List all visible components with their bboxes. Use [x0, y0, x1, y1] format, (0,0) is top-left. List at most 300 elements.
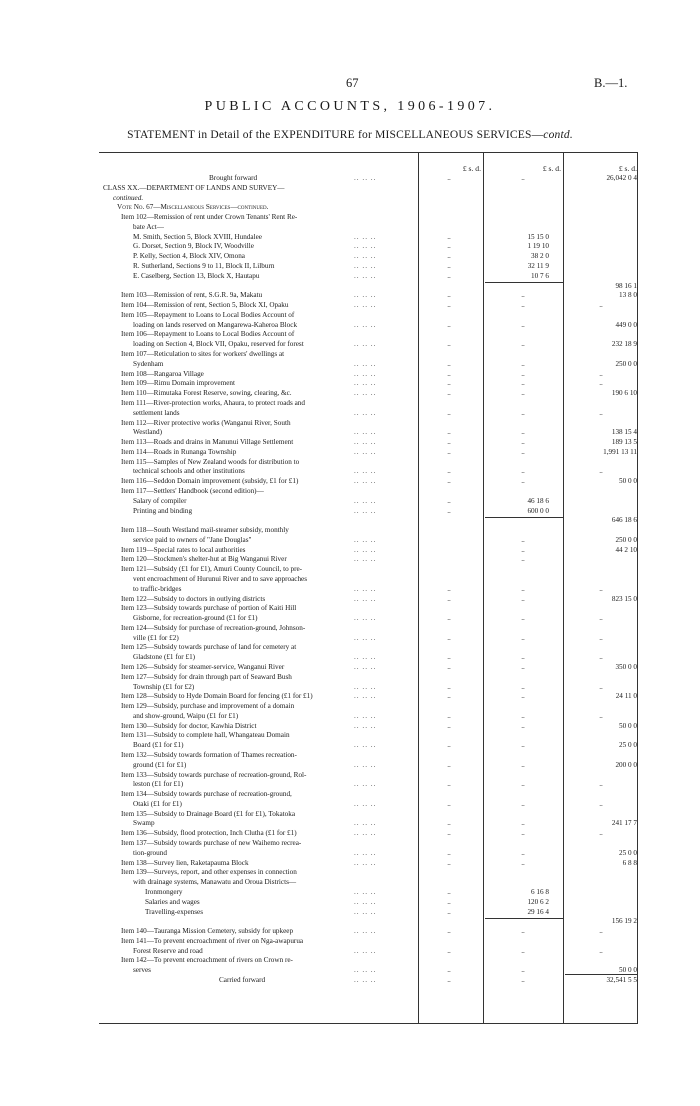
leader-dots: .. .. ..	[354, 780, 377, 789]
table-row	[99, 751, 638, 760]
c3-amount: 189 13 5	[611, 438, 637, 447]
c1-dots: ..	[447, 848, 451, 857]
c2-dots: ..	[521, 692, 525, 701]
row-description: Gisborne, for recreation-ground (£1 for £1)	[133, 614, 258, 623]
c1-dots: ..	[447, 291, 451, 300]
c1-dots: ..	[447, 829, 451, 838]
c2-dots: ..	[521, 799, 525, 808]
c3-dots: ..	[599, 829, 603, 838]
table-row	[99, 702, 638, 711]
c3-amount: 50 0 0	[619, 721, 637, 730]
c1-dots: ..	[447, 897, 451, 906]
table-row	[99, 419, 638, 428]
c3-dots: ..	[599, 927, 603, 936]
table-row	[99, 624, 638, 633]
row-description: Item 122—Subsidy to doctors in outlying districts	[121, 594, 266, 603]
row-description: Item 131—Subsidy to complete hall, Whangateau Domain	[121, 731, 290, 740]
c2-dots: ..	[521, 301, 525, 310]
c1-dots: ..	[447, 907, 451, 916]
row-description: Salary of compiler	[133, 496, 187, 505]
c1-dots: ..	[447, 262, 451, 271]
c3-amount: 26,042 0 4	[606, 174, 637, 182]
row-description: Carried forward	[219, 975, 266, 984]
leader-dots: .. .. ..	[354, 252, 377, 261]
table-row	[99, 712, 638, 721]
row-description: Item 127—Subsidy for drain through part of Seaward Bush	[121, 672, 292, 681]
row-description: Item 132—Subsidy towards formation of Thames recreation-	[121, 751, 297, 760]
table-row	[99, 976, 638, 985]
leader-dots: .. .. ..	[354, 271, 377, 280]
c1-dots: ..	[447, 682, 451, 691]
table-row	[99, 438, 638, 447]
row-description: with drainage systems, Manawatu and Oroua Districts—	[133, 878, 297, 887]
c1-dots: ..	[447, 858, 451, 867]
c1-dots: ..	[447, 379, 451, 388]
row-description: settlement lands	[133, 408, 180, 417]
leader-dots: .. .. ..	[354, 438, 377, 447]
c1-dots: ..	[447, 975, 451, 984]
table-row	[99, 555, 638, 564]
leader-dots: .. .. ..	[354, 535, 377, 544]
c1-dots: ..	[447, 320, 451, 329]
c2-dots: ..	[521, 428, 525, 437]
c3-dots: ..	[599, 379, 603, 388]
leader-dots: .. .. ..	[354, 379, 377, 388]
table-row	[99, 947, 638, 956]
row-description: Item 124—Subsidy for purchase of recreation-ground, Johnson-	[121, 623, 306, 632]
c3-dots: ..	[599, 467, 603, 476]
row-description: vent encroachment of Hurunui River and to save approaches	[133, 574, 308, 583]
column-header-3: £ s. d.	[618, 164, 637, 173]
table-row	[99, 360, 638, 369]
row-description: Item 123—Subsidy towards purchase of portion of Kaiti Hill	[121, 604, 297, 613]
c2-dots: ..	[521, 359, 525, 368]
c2-dots: ..	[521, 447, 525, 456]
table-row	[99, 350, 638, 359]
c2-dots: ..	[521, 927, 525, 936]
c1-dots: ..	[447, 946, 451, 955]
table-row	[99, 859, 638, 868]
c1-dots: ..	[447, 301, 451, 310]
row-description: and show-ground, Waipu (£1 for £1)	[133, 711, 239, 720]
c2-dots: ..	[521, 467, 525, 476]
c2-dots: ..	[521, 663, 525, 671]
table-row	[99, 819, 638, 828]
leader-dots: .. .. ..	[354, 711, 377, 720]
c1-dots: ..	[447, 369, 451, 378]
table-row	[99, 487, 638, 496]
table-row	[99, 888, 638, 897]
table-row	[99, 937, 638, 946]
row-description: Item 111—River-protection works, Ahaura, to protect roads and	[121, 398, 305, 407]
row-description: Item 121—Subsidy (£1 for £1), Amuri County Council, to pre-	[121, 565, 303, 574]
row-description: Item 110—Rimutaka Forest Reserve, sowing, clearing, &c.	[121, 389, 292, 398]
c3-dots: ..	[599, 614, 603, 623]
row-description: Item 112—River protective works (Wanganui River, South	[121, 418, 291, 427]
table-row	[99, 174, 638, 183]
c3-amount: 823 15 0	[611, 594, 637, 603]
c3-amount: 13 8 0	[619, 291, 637, 300]
c3-amount: 200 0 0	[615, 760, 637, 769]
table-row	[99, 282, 638, 291]
c3-amount: 6 8 8	[622, 858, 637, 867]
leader-dots: .. .. ..	[354, 340, 377, 349]
c3-amount: 190 6 10	[611, 389, 637, 398]
row-description: Item 105—Repayment to Loans to Local Bodies Account of	[121, 310, 295, 319]
leader-dots: .. .. ..	[354, 858, 377, 867]
row-description: continued.	[113, 193, 144, 202]
c2-dots: ..	[521, 438, 525, 447]
row-description: Sydenham	[133, 359, 164, 368]
leader-dots: .. .. ..	[354, 428, 377, 437]
row-description: Salaries and wages	[145, 897, 200, 906]
c1-dots: ..	[447, 594, 451, 603]
c3-amount: 98 16 1	[615, 281, 637, 290]
c1-dots: ..	[447, 741, 451, 750]
c2-dots: ..	[521, 975, 525, 984]
c1-dots: ..	[447, 780, 451, 789]
table-row	[99, 683, 638, 692]
row-description: Item 142—To prevent encroachment of rivers on Crown re-	[121, 956, 293, 965]
c2-dots: ..	[521, 682, 525, 691]
leader-dots: .. .. ..	[354, 291, 377, 300]
table-row	[99, 252, 638, 261]
leader-dots: .. .. ..	[354, 907, 377, 916]
row-description: Item 113—Roads and drains in Manunui Village Settlement	[121, 438, 294, 447]
c2-dots: ..	[521, 858, 525, 867]
table-row	[99, 458, 638, 467]
c2-dots: ..	[521, 535, 525, 544]
c3-amount: 50 0 0	[619, 966, 637, 975]
c2-amount: 15 15 0	[527, 232, 549, 241]
c1-dots: ..	[447, 799, 451, 808]
column-header-1: £ s. d.	[462, 164, 481, 173]
table-row	[99, 467, 638, 476]
c2-dots: ..	[521, 780, 525, 789]
table-row	[99, 409, 638, 418]
leader-dots: .. .. ..	[354, 477, 377, 486]
table-row	[99, 722, 638, 731]
c1-dots: ..	[447, 389, 451, 398]
row-description: Item 117—Settlers' Handbook (second edition)—	[121, 486, 264, 495]
row-description: loading on lands reserved on Mangarewa-Kaheroa Block	[133, 320, 298, 329]
row-description: Brought forward	[209, 174, 258, 182]
table-row	[99, 839, 638, 848]
row-description: G. Dorset, Section 9, Block IV, Woodville	[133, 242, 254, 251]
table-row	[99, 595, 638, 604]
row-description: Item 120—Stockmen's shelter-hut at Big Wanganui River	[121, 555, 287, 564]
c1-dots: ..	[447, 711, 451, 720]
leader-dots: .. .. ..	[354, 232, 377, 241]
table-row	[99, 643, 638, 652]
leader-dots: .. .. ..	[354, 555, 377, 564]
c1-dots: ..	[447, 252, 451, 261]
leader-dots: .. .. ..	[354, 897, 377, 906]
document-reference: B.—1.	[594, 76, 628, 90]
row-description: Item 119—Special rates to local authorities	[121, 545, 246, 554]
c3-dots: ..	[599, 653, 603, 662]
table-row	[99, 546, 638, 555]
c2-dots: ..	[521, 379, 525, 388]
subtitle-contd: contd.	[543, 129, 573, 141]
c2-amount: 1 19 10	[527, 242, 549, 251]
c1-dots: ..	[447, 927, 451, 936]
c1-dots: ..	[447, 966, 451, 975]
c3-dots: ..	[599, 584, 603, 593]
table-row	[99, 262, 638, 271]
leader-dots: .. .. ..	[354, 242, 377, 251]
leader-dots: .. .. ..	[354, 506, 377, 515]
row-description: to traffic-bridges	[133, 584, 182, 593]
c2-dots: ..	[521, 369, 525, 378]
leader-dots: .. .. ..	[354, 545, 377, 554]
row-description: Item 126—Subsidy for steamer-service, Wanganui River	[121, 663, 285, 671]
row-description: tion-ground	[133, 848, 167, 857]
table-row	[99, 614, 638, 623]
c2-dots: ..	[521, 653, 525, 662]
row-description: Item 138—Survey lien, Raketapauma Block	[121, 858, 249, 867]
c1-dots: ..	[447, 428, 451, 437]
leader-dots: .. .. ..	[354, 799, 377, 808]
leader-dots: .. .. ..	[354, 614, 377, 623]
accounts-table	[99, 152, 638, 1024]
c2-amount: 32 11 9	[527, 262, 549, 271]
leader-dots: .. .. ..	[354, 633, 377, 642]
row-description: Item 125—Subsidy towards purchase of land for cemetery at	[121, 643, 297, 652]
page-title: PUBLIC ACCOUNTS, 1906-1907.	[204, 99, 496, 114]
c2-amount: 6 16 8	[531, 887, 549, 896]
row-description: bate Act—	[133, 222, 164, 231]
table-top-rule	[99, 152, 638, 153]
c2-dots: ..	[521, 829, 525, 838]
table-row	[99, 927, 638, 936]
row-description: Item 140—Tauranga Mission Cemetery, subsidy for upkeep	[121, 927, 294, 936]
table-bottom-rule	[99, 1023, 638, 1024]
row-description: Item 104—Remission of rent, Section 5, Block XI, Opaku	[121, 301, 289, 310]
c3-dots: ..	[599, 946, 603, 955]
leader-dots: .. .. ..	[354, 682, 377, 691]
table-row	[99, 908, 638, 917]
row-description: CLASS XX.—DEPARTMENT OF LANDS AND SURVEY—	[103, 183, 285, 192]
c3-amount: 24 11 0	[615, 692, 637, 701]
table-row	[99, 536, 638, 545]
table-row	[99, 800, 638, 809]
leader-dots: .. .. ..	[354, 829, 377, 838]
leader-dots: .. .. ..	[354, 721, 377, 730]
leader-dots: .. .. ..	[354, 848, 377, 857]
table-row	[99, 673, 638, 682]
page-number: 67	[346, 76, 359, 90]
table-row	[99, 849, 638, 858]
row-description: Gladstone (£1 for £1)	[133, 653, 196, 662]
leader-dots: .. .. ..	[354, 262, 377, 271]
c1-dots: ..	[447, 242, 451, 251]
c1-dots: ..	[447, 721, 451, 730]
table-row	[99, 790, 638, 799]
row-description: R. Sutherland, Sections 9 to 11, Block II, Lilburn	[133, 262, 275, 271]
c1-dots: ..	[447, 359, 451, 368]
row-description: serves	[133, 966, 151, 975]
leader-dots: .. .. ..	[354, 966, 377, 975]
leader-dots: .. .. ..	[354, 174, 377, 182]
row-description: Item 107—Reticulation to sites for workers' dwellings at	[121, 350, 285, 359]
table-row	[99, 507, 638, 516]
leader-dots: .. .. ..	[354, 975, 377, 984]
row-description: ville (£1 for £2)	[133, 633, 179, 642]
c3-amount: 50 0 0	[619, 477, 637, 486]
row-description: leston (£1 for £1)	[133, 780, 184, 789]
leader-dots: .. .. ..	[354, 653, 377, 662]
c3-dots: ..	[599, 633, 603, 642]
c1-dots: ..	[447, 438, 451, 447]
row-description: Item 139—Surveys, report, and other expenses in connection	[121, 868, 297, 877]
row-description: Item 114—Roads in Runanga Township	[121, 447, 237, 456]
c2-dots: ..	[521, 614, 525, 623]
c1-dots: ..	[447, 653, 451, 662]
c3-dots: ..	[599, 711, 603, 720]
c2-amount: 38 2 0	[531, 252, 549, 261]
c2-dots: ..	[521, 584, 525, 593]
leader-dots: .. .. ..	[354, 447, 377, 456]
table-row	[99, 291, 638, 300]
row-description: Item 135—Subsidy to Drainage Board (£1 for £1), Tokatoka	[121, 809, 296, 818]
table-row	[99, 233, 638, 242]
row-description: Item 128—Subsidy to Hyde Domain Board for fencing (£1 for £1)	[121, 692, 313, 701]
c2-dots: ..	[521, 340, 525, 349]
total-rule	[565, 974, 637, 975]
leader-dots: .. .. ..	[354, 741, 377, 750]
table-row	[99, 771, 638, 780]
table-row	[99, 780, 638, 789]
c2-dots: ..	[521, 721, 525, 730]
row-description: Forest Reserve and road	[133, 946, 203, 955]
c1-dots: ..	[447, 408, 451, 417]
c3-amount: 232 18 9	[611, 340, 637, 349]
table-row	[99, 917, 638, 926]
c2-dots: ..	[521, 594, 525, 603]
leader-dots: .. .. ..	[354, 663, 377, 671]
table-row	[99, 868, 638, 877]
leader-dots: .. .. ..	[354, 369, 377, 378]
c1-dots: ..	[447, 477, 451, 486]
c3-amount: 138 15 4	[611, 428, 637, 437]
c2-dots: ..	[521, 946, 525, 955]
table-row	[99, 213, 638, 222]
row-description: Otaki (£1 for £1)	[133, 799, 182, 808]
c3-dots: ..	[599, 369, 603, 378]
row-description: Item 109—Rimu Domain improvement	[121, 379, 235, 388]
table-row	[99, 448, 638, 457]
table-row	[99, 731, 638, 740]
c2-dots: ..	[521, 477, 525, 486]
c1-dots: ..	[447, 692, 451, 701]
row-description: M. Smith, Section 5, Block XVIII, Hundalee	[133, 232, 262, 241]
table-row	[99, 223, 638, 232]
table-row	[99, 340, 638, 349]
table-row	[99, 389, 638, 398]
row-description: Item 133—Subsidy towards purchase of recreation-ground, Rol-	[121, 770, 307, 779]
c2-dots: ..	[521, 741, 525, 750]
c1-dots: ..	[447, 447, 451, 456]
row-description: Item 108—Rangaroa Village	[121, 369, 204, 378]
c2-dots: ..	[521, 320, 525, 329]
row-description: Westland)	[133, 428, 162, 437]
table-row	[99, 956, 638, 965]
row-description: Item 141—To prevent encroachment of river on Nga-awapurua	[121, 936, 304, 945]
leader-dots: .. .. ..	[354, 594, 377, 603]
table-row	[99, 330, 638, 339]
c2-amount: 10 7 6	[531, 271, 549, 280]
leader-dots: .. .. ..	[354, 819, 377, 828]
leader-dots: .. .. ..	[354, 389, 377, 398]
leader-dots: .. .. ..	[354, 301, 377, 310]
c1-dots: ..	[447, 663, 451, 671]
table-row	[99, 810, 638, 819]
c1-dots: ..	[447, 496, 451, 505]
leader-dots: .. .. ..	[354, 927, 377, 936]
row-description: Item 137—Subsidy towards purchase of new Waihemo recrea-	[121, 839, 302, 848]
c2-dots: ..	[521, 408, 525, 417]
table-row	[99, 242, 638, 251]
c3-amount: 25 0 0	[619, 848, 637, 857]
row-description: Item 116—Seddon Domain improvement (subsidy, £1 for £1)	[121, 477, 299, 486]
c3-amount: 646 18 6	[611, 516, 637, 525]
table-row	[99, 878, 638, 887]
table-row	[99, 663, 638, 672]
c1-dots: ..	[447, 467, 451, 476]
row-description: Travelling-expenses	[145, 907, 204, 916]
c3-dots: ..	[599, 780, 603, 789]
table-row	[99, 741, 638, 750]
c2-dots: ..	[521, 291, 525, 300]
c1-dots: ..	[447, 614, 451, 623]
table-row	[99, 272, 638, 281]
c1-dots: ..	[447, 174, 451, 182]
c2-dots: ..	[521, 545, 525, 554]
row-description: Township (£1 for £2)	[133, 682, 195, 691]
c3-dots: ..	[599, 682, 603, 691]
row-description: Item 134—Subsidy towards purchase of recreation-ground,	[121, 790, 292, 799]
leader-dots: .. .. ..	[354, 946, 377, 955]
table-row	[99, 203, 638, 212]
c1-dots: ..	[447, 340, 451, 349]
leader-dots: .. .. ..	[354, 887, 377, 896]
c2-amount: 600 0 0	[527, 506, 549, 515]
c3-amount: 250 0 0	[615, 535, 637, 544]
row-description: service paid to owners of "Jane Douglas"	[133, 535, 252, 544]
table-row	[99, 604, 638, 613]
c2-dots: ..	[521, 819, 525, 828]
c2-dots: ..	[521, 174, 525, 182]
c1-dots: ..	[447, 760, 451, 769]
table-row	[99, 634, 638, 643]
c2-dots: ..	[521, 389, 525, 398]
leader-dots: .. .. ..	[354, 467, 377, 476]
c3-amount: 32,541 5 5	[606, 975, 637, 984]
c2-dots: ..	[521, 555, 525, 564]
c1-dots: ..	[447, 633, 451, 642]
table-row	[99, 379, 638, 388]
table-row	[99, 829, 638, 838]
row-description: P. Kelly, Section 4, Block XIV, Omona	[133, 252, 245, 261]
row-description: Item 130—Subsidy for doctor, Kawhia District	[121, 721, 257, 730]
c2-dots: ..	[521, 848, 525, 857]
c3-amount: 1,991 13 11	[603, 447, 637, 456]
c1-dots: ..	[447, 232, 451, 241]
table-row	[99, 565, 638, 574]
subtitle-main: STATEMENT in Detail of the EXPENDITURE for MISCELLANEOUS SERVICES—	[127, 129, 544, 141]
row-description: Item 136—Subsidy, flood protection, Inch Clutha (£1 for £1)	[121, 829, 297, 838]
